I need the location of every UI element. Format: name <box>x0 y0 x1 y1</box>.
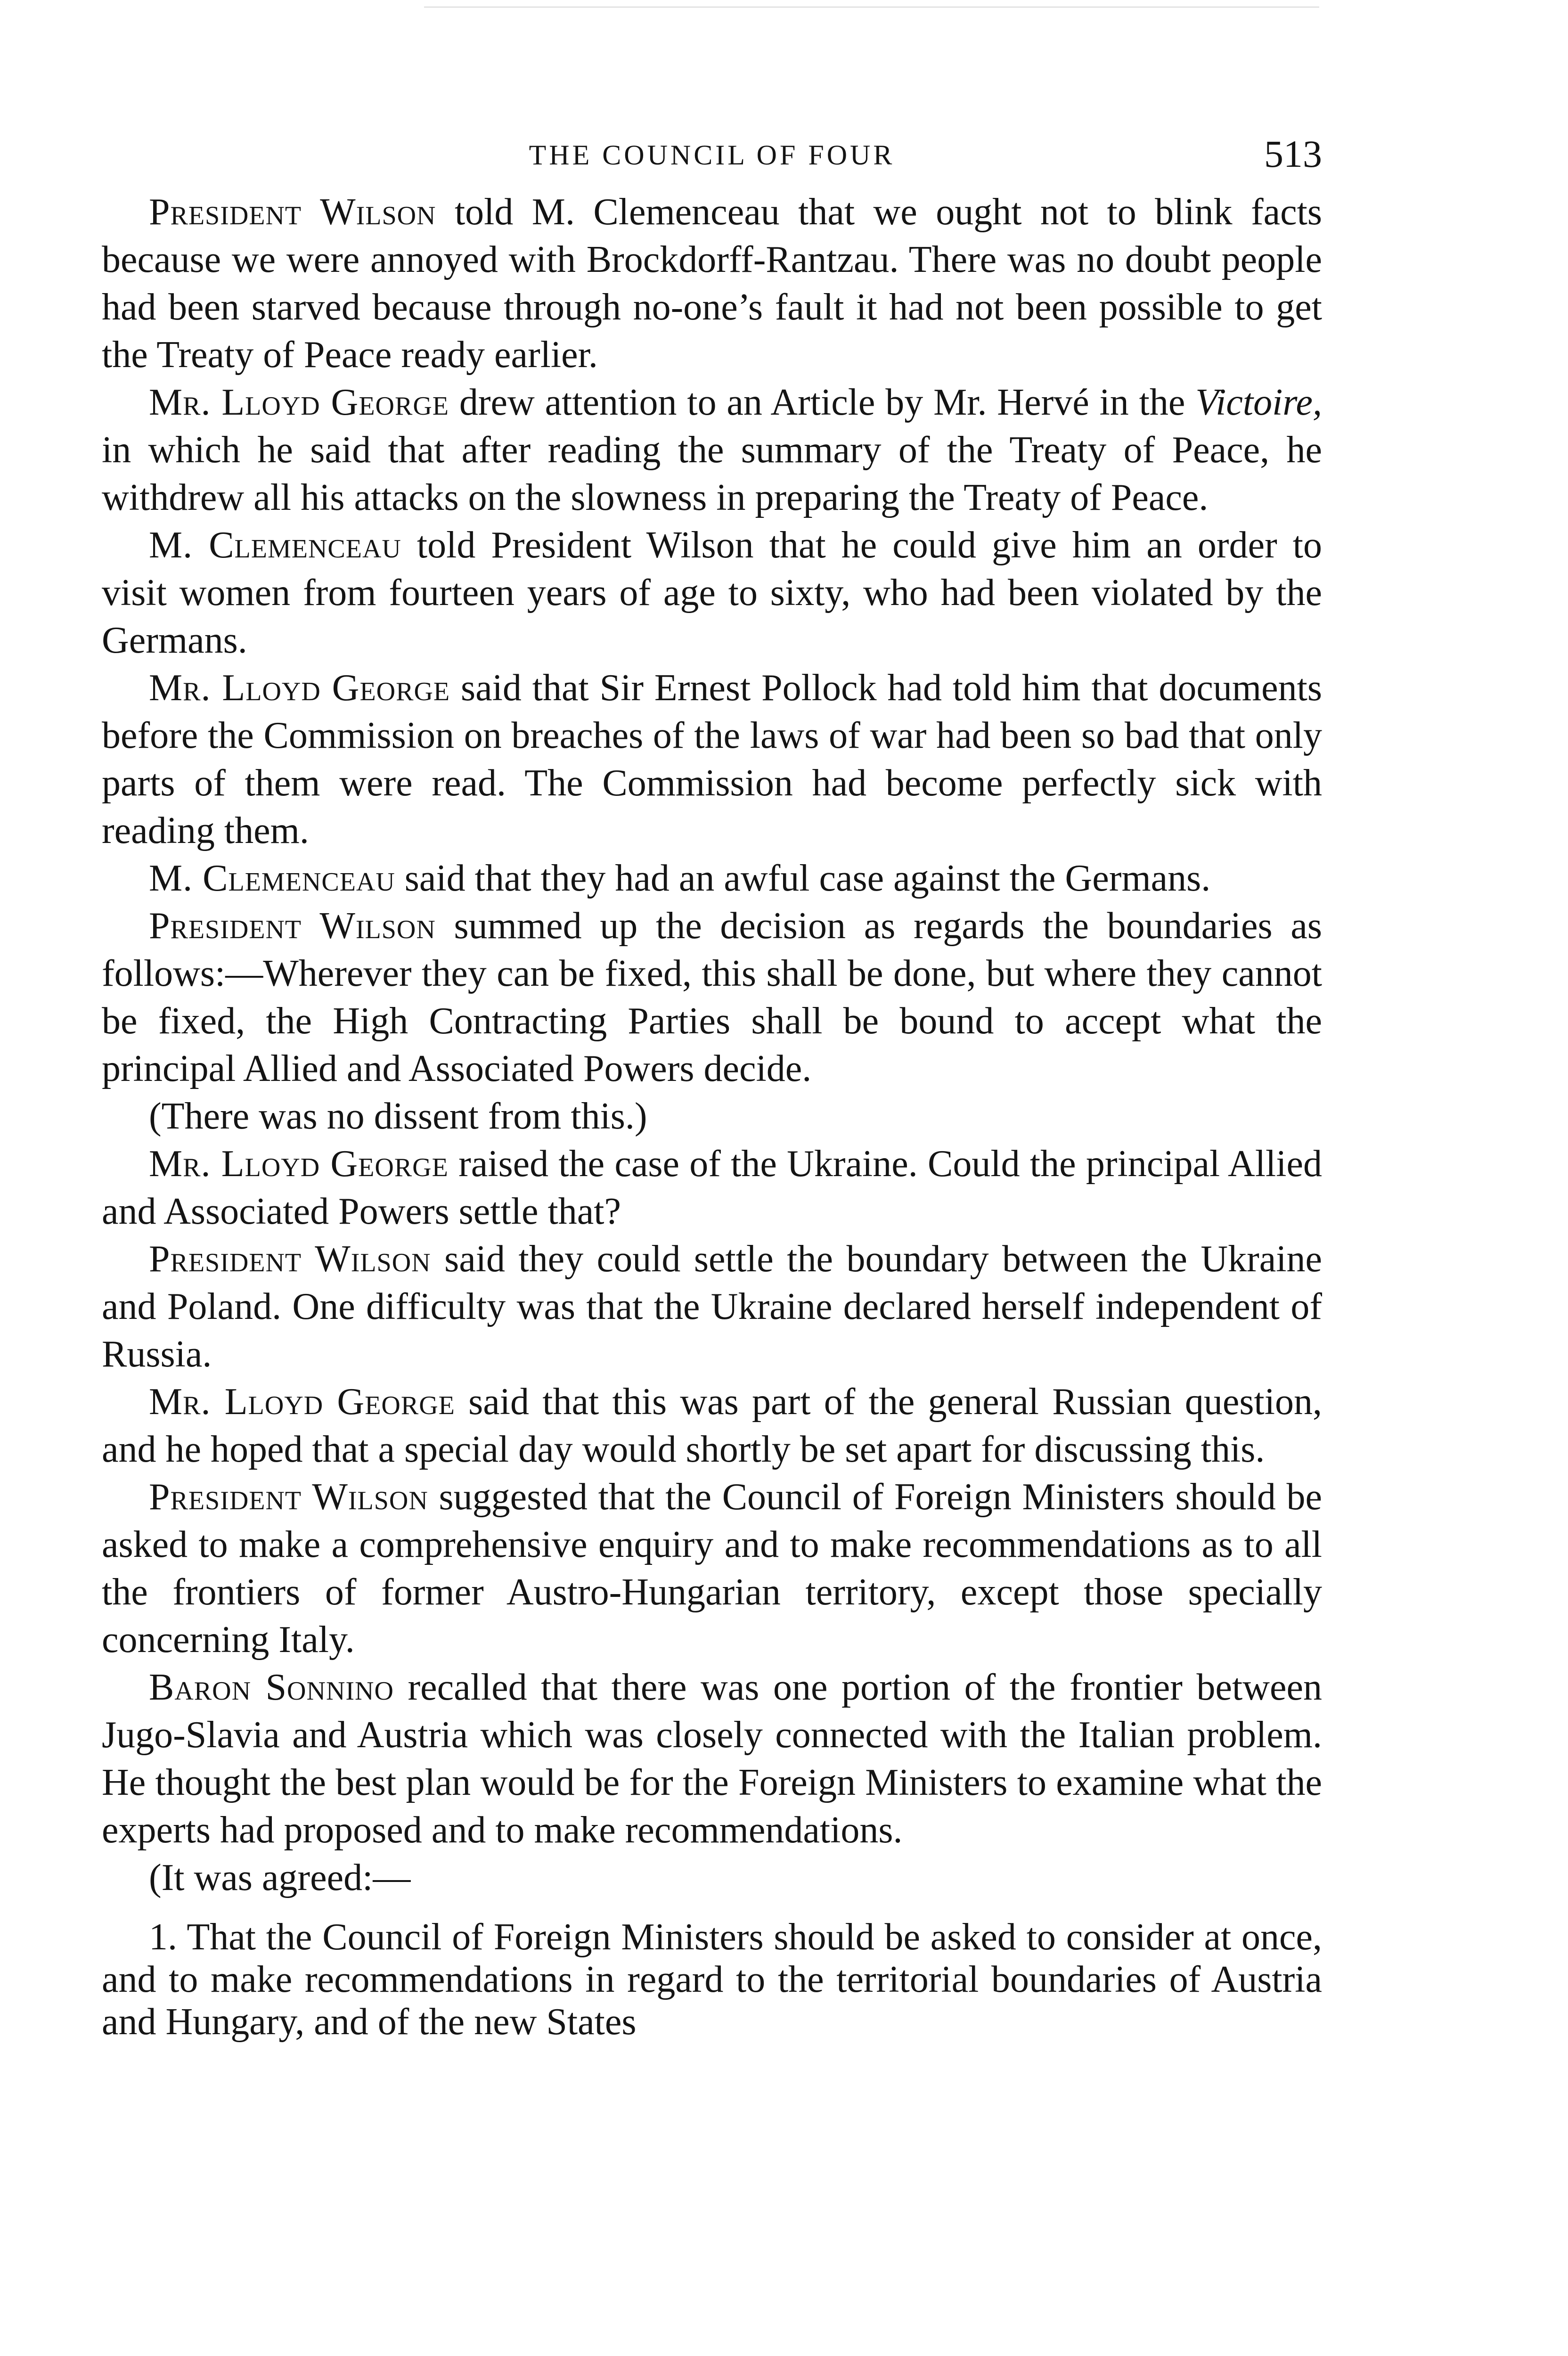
paragraph <box>102 522 1322 664</box>
paragraph-text: told M. Clemenceau that we ought not to blink facts because we were annoyed with Brockdorff-Rantzau. There was no doubt people had been starved because through no-one’s fault it had not been possible to get the Treaty of Peace ready earlier. <box>102 191 1323 376</box>
paragraph-text: said that this was part of the general Russian question, and he hoped that a special day would shortly be set apart for discussing this. <box>102 1381 1323 1470</box>
paragraph <box>102 1664 1322 1854</box>
speaker-name: President Wilson <box>149 191 436 233</box>
paragraph <box>102 1854 1322 1902</box>
document-page <box>102 118 1322 2043</box>
paragraph-text: recalled that there was one portion of the frontier between Jugo-Slavia and Austria which was closely connected with the Italian problem. He thought the best plan would be for the Foreign Ministers to examine what the experts had proposed and to make recommendations. <box>102 1667 1322 1851</box>
resolution-item <box>102 1916 1322 2043</box>
speaker-name: President Wilson <box>149 1238 431 1280</box>
paragraph-text: said that they had an awful case against the Germans. <box>404 858 1211 899</box>
paragraph-text: said they could settle the boundary between the Ukraine and Poland. One difficulty was that the Ukraine declared herself independent of Russia. <box>102 1238 1323 1375</box>
paragraph <box>102 664 1322 855</box>
paragraph <box>102 1378 1322 1473</box>
paragraph-text: in which he said that after reading the summary of the Treaty of Peace, he withdrew all his attacks on the slowness in preparing the Treaty of Peace. <box>102 429 1322 518</box>
paragraph-text: summed up the decision as regards the boundaries as follows:—Wherever they can be fixed, this shall be done, but where they cannot be fixed, the High Contracting Parties shall be bound to accept what the principal Allied and Associated Powers decide. <box>102 905 1323 1089</box>
speaker-name: Mr. Lloyd George <box>149 382 449 423</box>
paragraph-text: said that Sir Ernest Pollock had told him that documents before the Commission on breaches of the laws of war had been so bad that only parts of them were read. The Commission had become perfectly sick with reading them. <box>102 667 1322 851</box>
paragraph <box>102 855 1322 902</box>
paragraph <box>102 379 1322 522</box>
paragraph-text: told President Wilson that he could give him an order to visit women from fourteen years of age to sixty, who had been violated by the Germans. <box>102 524 1322 661</box>
document-body <box>102 188 1322 2043</box>
speaker-name: M. Clemenceau <box>149 524 401 566</box>
paragraph-text: raised the case of the Ukraine. Could the principal Allied and Associated Powers settle that? <box>102 1143 1323 1232</box>
paragraph-text: drew attention to an Article by Mr. Hervé in the <box>459 382 1185 423</box>
running-title: THE COUNCIL OF FOUR <box>529 139 895 171</box>
newspaper-title: Victoire, <box>1195 382 1323 423</box>
scan-edge-line <box>424 7 1319 8</box>
page-number: 513 <box>1264 132 1322 175</box>
speaker-name: Baron Sonnino <box>149 1667 394 1708</box>
paragraph <box>102 188 1322 379</box>
speaker-name: Mr. Lloyd George <box>149 1381 455 1423</box>
speaker-name: Mr. Lloyd George <box>149 667 450 709</box>
speaker-name: President Wilson <box>149 905 436 947</box>
paragraph <box>102 902 1322 1093</box>
paragraph <box>102 1140 1322 1235</box>
paragraph <box>102 1235 1322 1378</box>
paragraph-text: 1. That the Council of Foreign Ministers should be asked to consider at once, and to make recommendations in regard to the territorial boundaries of Austria and Hungary, and of the new States <box>102 1916 1322 2043</box>
paragraph <box>102 1473 1322 1664</box>
speaker-name: President Wilson <box>149 1476 428 1518</box>
page-header <box>102 118 1322 184</box>
paragraph-text: (It was agreed:— <box>149 1857 411 1898</box>
paragraph <box>102 1093 1322 1140</box>
paragraph-text: suggested that the Council of Foreign Ministers should be asked to make a comprehensive enquiry and to make recommendations as to all the frontiers of former Austro-Hungarian territory, except those specially concerning Italy. <box>102 1476 1323 1661</box>
speaker-name: Mr. Lloyd George <box>149 1143 449 1185</box>
paragraph-text: (There was no dissent from this.) <box>149 1096 647 1137</box>
speaker-name: M. Clemenceau <box>149 858 395 899</box>
